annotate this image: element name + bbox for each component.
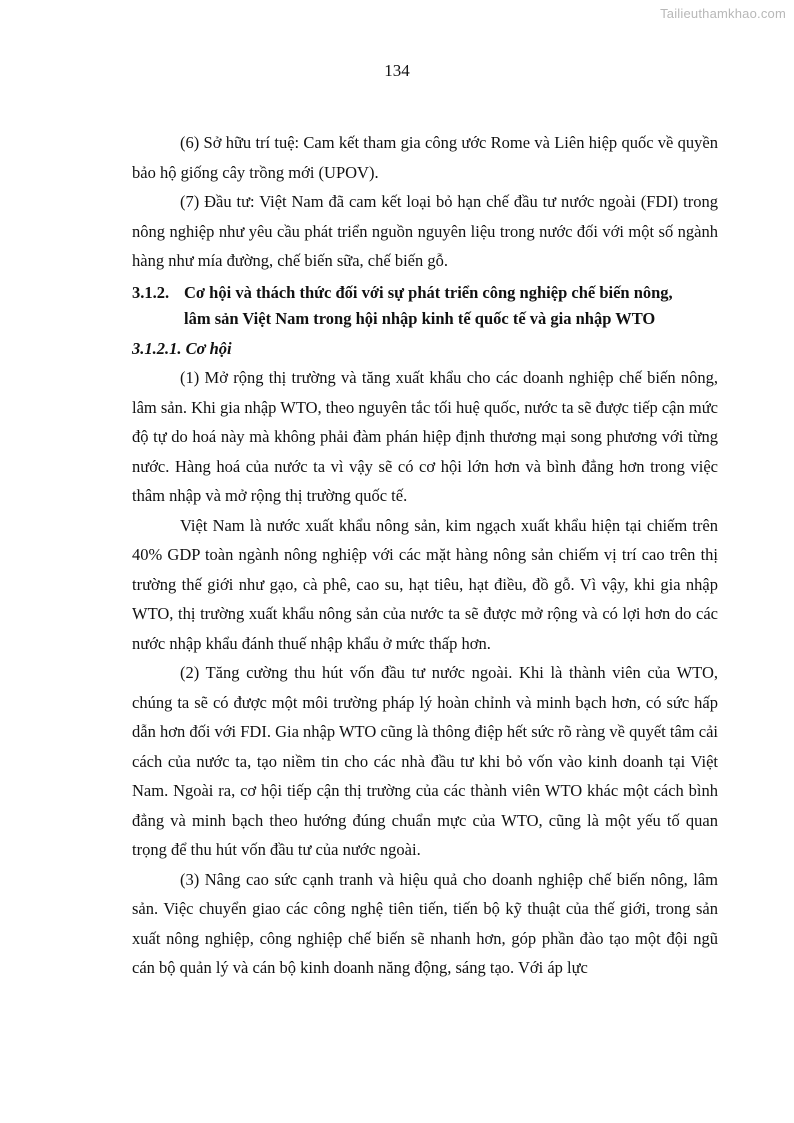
section-number: 3.1.2. bbox=[132, 282, 170, 302]
section-title-line1: Cơ hội và thách thức đối với sự phát triển công nghiệp chế biến nông, bbox=[184, 282, 673, 302]
watermark: Tailieuthamkhao.com bbox=[660, 6, 786, 21]
paragraph: (3) Nâng cao sức cạnh tranh và hiệu quả cho doanh nghiệp chế biến nông, lâm sản. Việc chuyển giao các công nghệ tiên tiến, tiến bộ kỹ thuật của thế giới, trong sản xuất nông nghiệp, công nghiệp chế biến sẽ nhanh hơn, góp phần đào tạo một đội ngũ cán bộ quản lý và cán bộ kinh doanh năng động, sáng tạo. Với áp lực bbox=[132, 869, 718, 977]
section-heading bbox=[132, 280, 718, 332]
paragraph: Việt Nam là nước xuất khẩu nông sản, kim ngạch xuất khẩu hiện tại chiếm trên 40% GDP toàn ngành nông nghiệp với các mặt hàng nông sản chiếm vị trí cao trên thị trường thế giới như gạo, cà phê, cao su, hạt tiêu, hạt điều, đồ gỗ. Vì vậy, khi gia nhập WTO, thị trường xuất khẩu nông sản của nước ta sẽ được mở rộng và có lợi hơn do các nước nhập khẩu đánh thuế nhập khẩu ở mức thấp hơn. bbox=[132, 515, 718, 653]
page-number: 134 bbox=[384, 61, 410, 80]
paragraph: (7) Đầu tư: Việt Nam đã cam kết loại bỏ hạn chế đầu tư nước ngoài (FDI) trong nông nghiệp như yêu cầu phát triển nguồn nguyên liệu trong nước đối với một số ngành hàng như mía đường, chế biến sữa, chế biến gỗ. bbox=[132, 192, 718, 270]
paragraph: (1) Mở rộng thị trường và tăng xuất khẩu cho các doanh nghiệp chế biến nông, lâm sản. Khi gia nhập WTO, theo nguyên tắc tối huệ quốc, nước ta sẽ được tiếp cận mức độ tự do hoá này mà không phải đàm phán hiệp định thương mại song phương với từng nước. Hàng hoá của nước ta vì vậy sẽ có cơ hội lớn hơn và bình đẳng hơn trong việc thâm nhập và mở rộng thị trường quốc tế. bbox=[132, 368, 718, 505]
section-title-line2: lâm sản Việt Nam trong hội nhập kinh tế quốc tế và gia nhập WTO bbox=[184, 308, 656, 328]
subsection-heading: 3.1.2.1. Cơ hội bbox=[132, 338, 232, 358]
paragraph: (2) Tăng cường thu hút vốn đầu tư nước ngoài. Khi là thành viên của WTO, chúng ta sẽ có được một môi trường pháp lý hoàn chỉnh và minh bạch hơn, có sức hấp dẫn hơn đối với FDI. Gia nhập WTO cũng là thông điệp hết sức rõ ràng về quyết tâm cải cách của nước ta, tạo niềm tin cho các nhà đầu tư khi bỏ vốn vào kinh doanh tại Việt Nam. Ngoài ra, cơ hội tiếp cận thị trường của các thành viên WTO khác một cách bình đẳng và minh bạch theo hướng đúng chuẩn mực của WTO, cũng là một yếu tố quan trọng để thu hút vốn đầu tư của nước ngoài. bbox=[132, 663, 718, 859]
paragraph: (6) Sở hữu trí tuệ: Cam kết tham gia công ước Rome và Liên hiệp quốc về quyền bảo hộ giống cây trồng mới (UPOV). bbox=[132, 133, 718, 182]
document-body bbox=[132, 128, 718, 983]
